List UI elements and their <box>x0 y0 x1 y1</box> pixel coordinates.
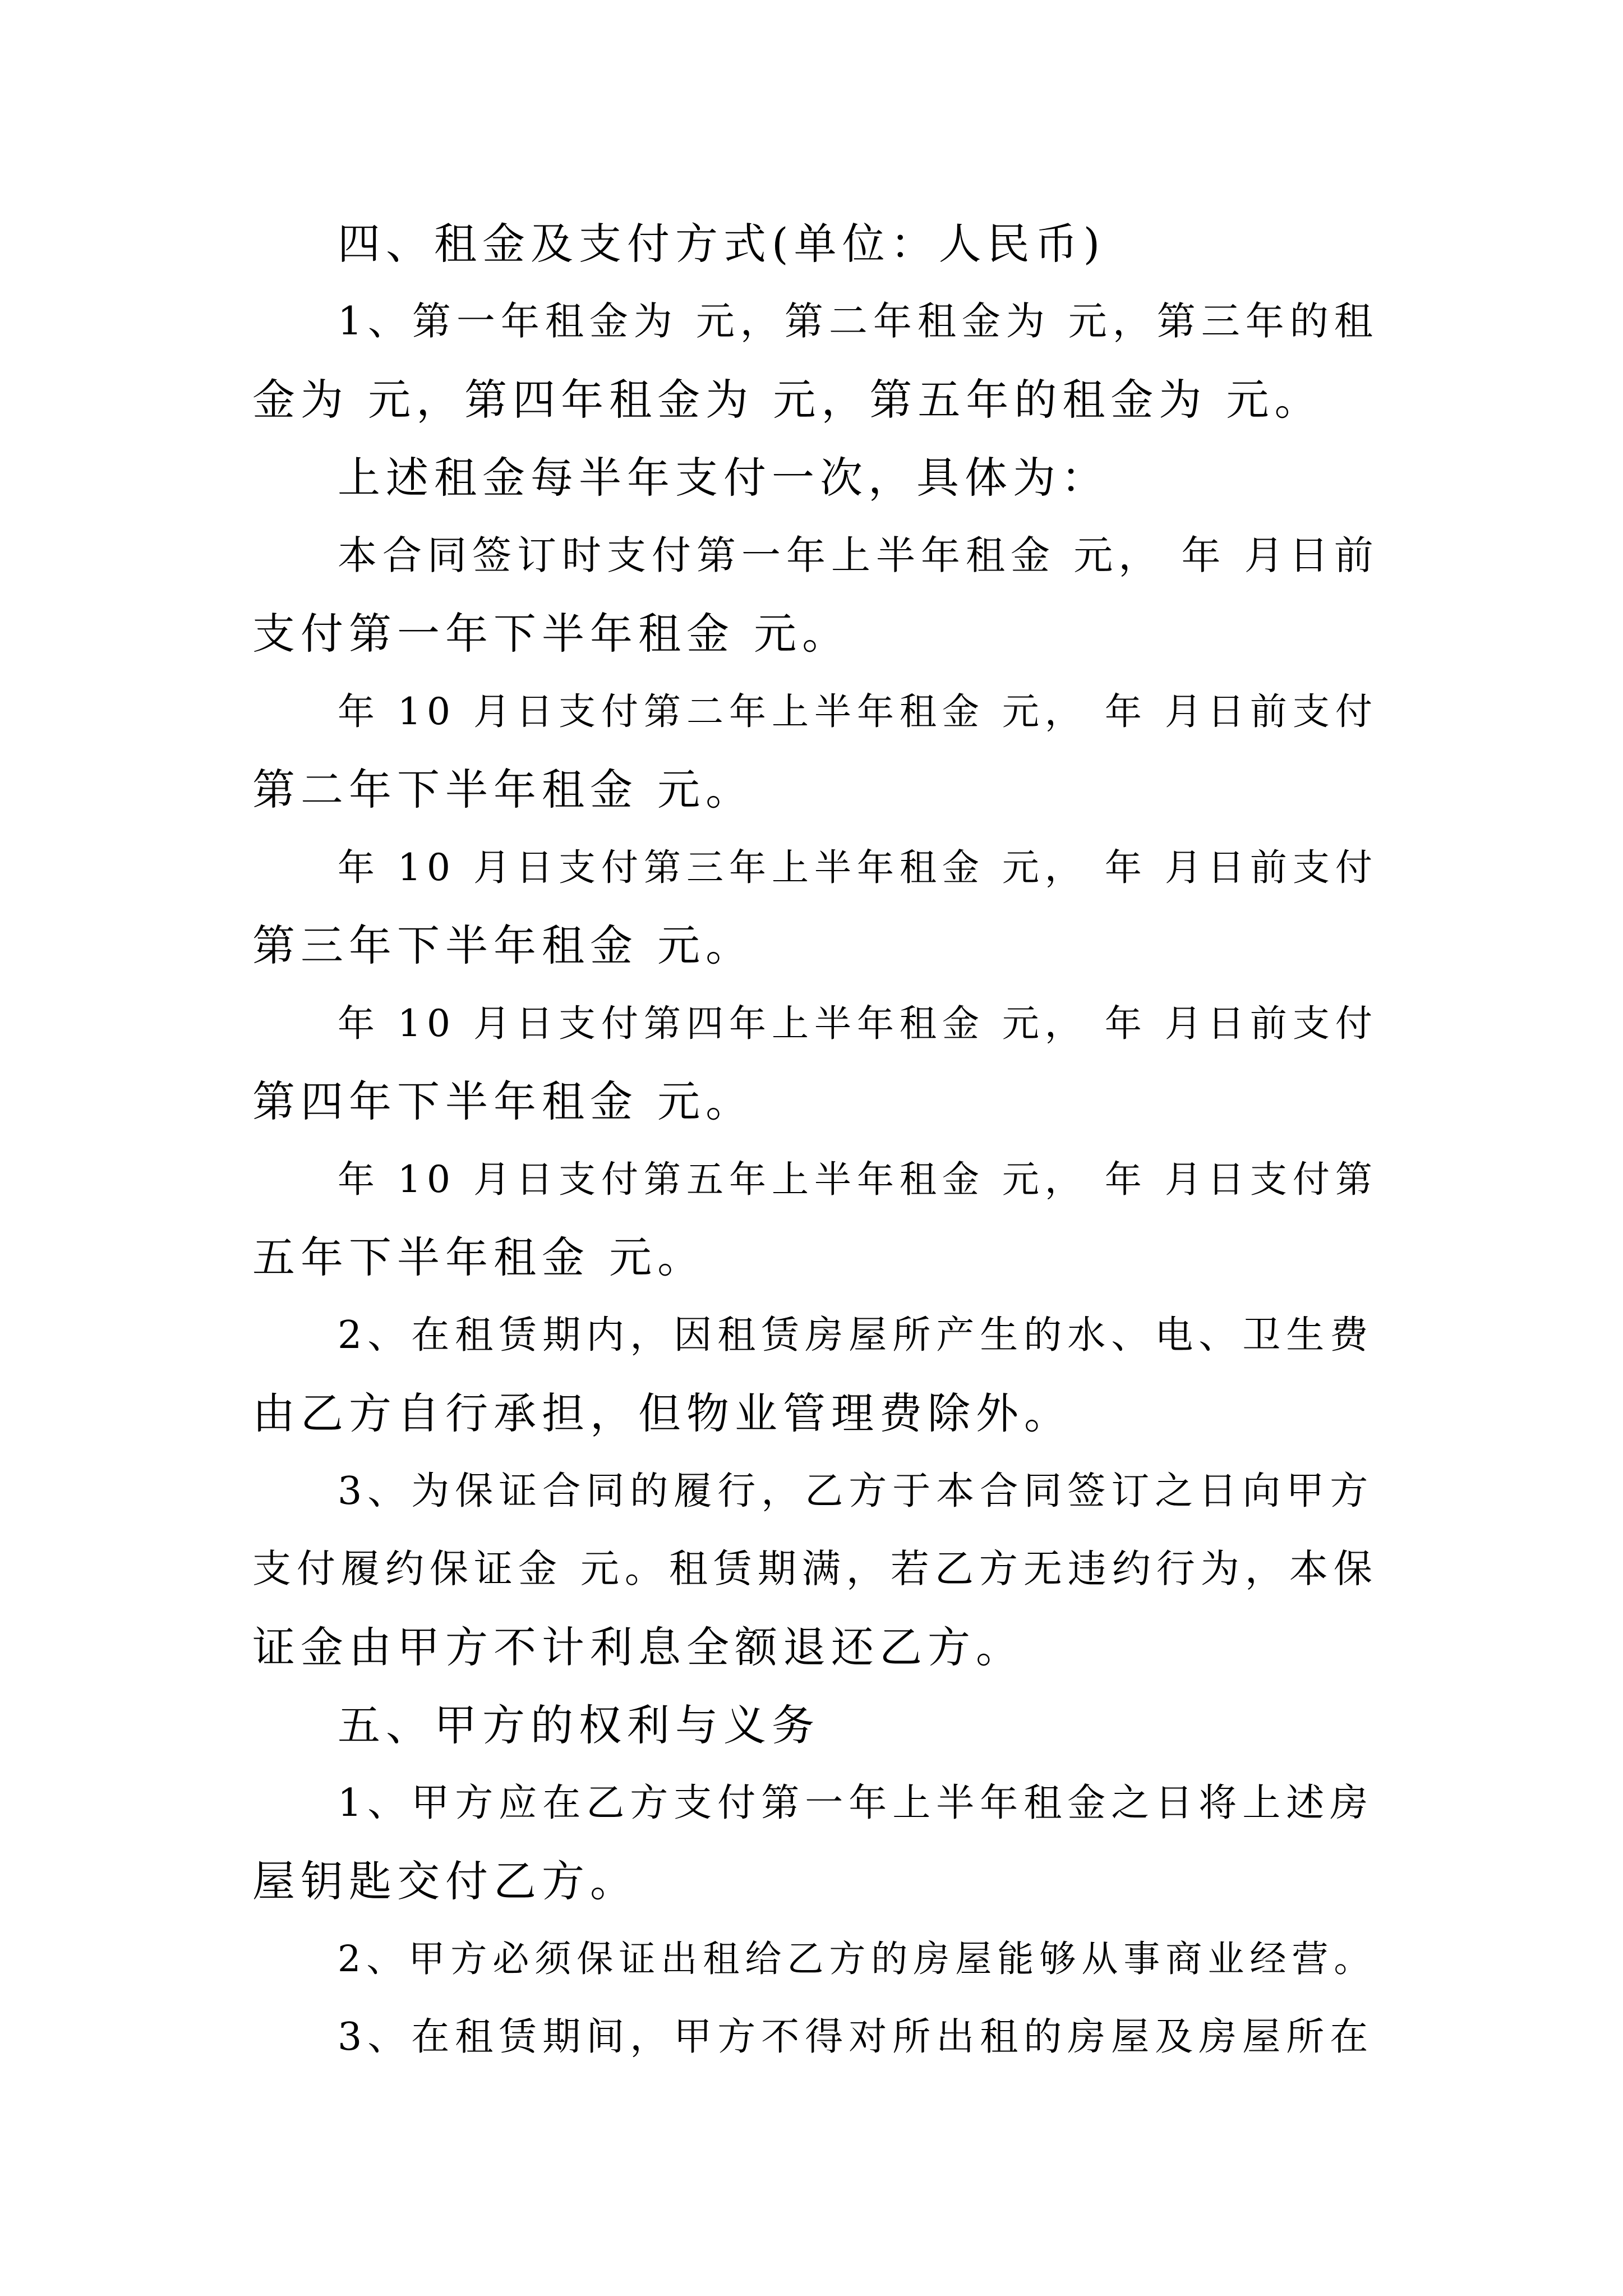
text-line: 屋钥匙交付乙方。 <box>252 1856 638 1906</box>
text-line: 第二年下半年租金 元。 <box>252 765 754 815</box>
text-line: 年 10 月日支付第四年上半年租金 元， 年 月日前支付 <box>338 1002 1378 1045</box>
text-line: 第三年下半年租金 元。 <box>252 921 754 970</box>
text-line: 支付第一年下半年租金 元。 <box>252 609 851 659</box>
text-line: 第四年下半年租金 元。 <box>252 1076 754 1126</box>
text-line: 五年下半年租金 元。 <box>252 1232 706 1282</box>
text-line: 由乙方自行承担，但物业管理费除外。 <box>252 1388 1072 1438</box>
text-line: 年 10 月日支付第五年上半年租金 元， 年 月日支付第 <box>338 1158 1378 1201</box>
text-line: 支付履约保证金 元。租赁期满，若乙方无违约行为，本保 <box>252 1547 1378 1591</box>
text-line: 五、甲方的权利与义务 <box>338 1700 820 1750</box>
text-line: 证金由甲方不计利息全额退还乙方。 <box>252 1622 1024 1672</box>
text-line: 2、在租赁期内，因租赁房屋所产生的水、电、卫生费 <box>338 1313 1374 1358</box>
document-body <box>252 205 1385 2076</box>
text-line: 3、为保证合同的履行，乙方于本合同签订之日向甲方 <box>338 1469 1374 1513</box>
text-line: 1、甲方应在乙方支付第一年上半年租金之日将上述房 <box>338 1781 1374 1825</box>
text-line: 1、第一年租金为 元，第二年租金为 元，第三年的租 <box>338 299 1378 344</box>
text-line: 3、在租赁期间，甲方不得对所出租的房屋及房屋所在 <box>338 2015 1374 2059</box>
text-line: 2、甲方必须保证出租给乙方的房屋能够从事商业经营。 <box>338 1938 1376 1980</box>
text-line: 年 10 月日支付第三年上半年租金 元， 年 月日前支付 <box>338 846 1378 889</box>
text-line: 本合同签订时支付第一年上半年租金 元， 年 月日前 <box>338 532 1379 578</box>
text-line: 金为 元，第四年租金为 元，第五年的租金为 元。 <box>252 375 1323 425</box>
text-line: 四、租金及支付方式(单位：人民币) <box>338 219 1106 269</box>
text-line: 年 10 月日支付第二年上半年租金 元， 年 月日前支付 <box>338 690 1378 733</box>
text-line: 上述租金每半年支付一次，具体为： <box>338 453 1109 503</box>
